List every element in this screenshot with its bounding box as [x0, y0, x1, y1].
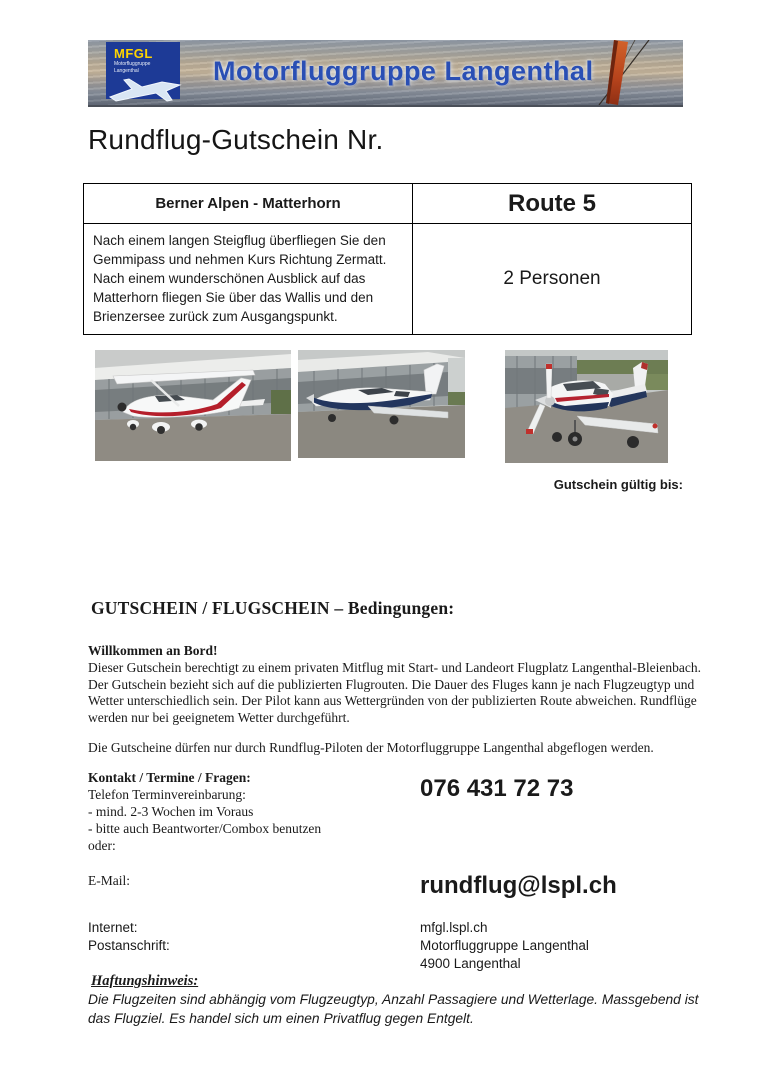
valid-until-label: Gutschein gültig bis: — [553, 477, 683, 492]
route-table — [83, 183, 692, 335]
postal-address-line2: 4900 Langenthal — [420, 956, 521, 971]
postal-address-line1: Motorfluggruppe Langenthal — [420, 938, 589, 953]
route-name-cell: Berner Alpen - Matterhorn — [84, 184, 413, 224]
conditions-paragraph-1: Dieser Gutschein berechtigt zu einem privaten Mitflug mit Start- und Landeort Flugplatz Langenthal-Bleienbach. Der Gutschein bezieht sich auf die publizierten Flugrouten. Die Dauer des Fluges kann je nach Flugzeugtyp und Wetter unterschiedlich sein. Der Pilot kann aus Wettergründen von der publizierten Route abweichen. Rundflüge werden nur bei geeignetem Wetter durchgeführt. — [88, 660, 701, 725]
conditions-paragraph-2: Die Gutscheine dürfen nur durch Rundflug-Piloten der Motorfluggruppe Langenthal abgeflogen werden. — [88, 740, 654, 755]
or-label: oder: — [88, 838, 116, 853]
conditions-heading: GUTSCHEIN / FLUGSCHEIN – Bedingungen: — [91, 598, 455, 618]
logo-subtext-line1: Motorfluggruppe — [114, 61, 151, 67]
header-banner — [88, 40, 683, 107]
phone-bullet-1: - mind. 2-3 Wochen im Voraus — [88, 804, 254, 819]
email-label: E-Mail: — [88, 873, 130, 888]
website-address: mfgl.lspl.ch — [420, 920, 488, 935]
phone-number: 076 431 72 73 — [420, 775, 574, 802]
route-persons-cell: 2 Personen — [503, 268, 601, 289]
disclaimer-text: Die Flugzeiten sind abhängig vom Flugzeugtyp, Anzahl Passagiere und Wetterlage. Massgebend ist das Flugziel. Es handel sich um einen Privatflug gegen Entgelt. — [88, 992, 699, 1026]
page-title: Rundflug-Gutschein Nr. — [88, 124, 384, 155]
postal-label: Postanschrift: — [88, 938, 170, 953]
aircraft-photo-2 — [298, 350, 465, 458]
banner-org-title: Motorfluggruppe Langenthal — [213, 56, 594, 86]
phone-bullet-2: - bitte auch Beantworter/Combox benutzen — [88, 821, 322, 836]
aircraft-photo-1 — [95, 350, 291, 461]
welcome-line: Willkommen an Bord! — [88, 643, 218, 658]
email-address: rundflug@lspl.ch — [420, 872, 617, 899]
disclaimer-heading: Haftungshinweis: — [91, 973, 199, 989]
airplane-silhouette-icon — [106, 75, 184, 105]
mfgl-logo — [106, 42, 180, 99]
contact-heading: Kontakt / Termine / Fragen: — [88, 770, 251, 785]
internet-label: Internet: — [88, 920, 138, 935]
glider-wing-icon — [583, 40, 655, 105]
logo-subtext-line2: Langenthal — [114, 68, 139, 74]
logo-acronym: MFGL — [114, 46, 153, 61]
aircraft-photo-3 — [505, 350, 668, 463]
route-number-cell: Route 5 — [413, 184, 691, 224]
phone-appointment-label: Telefon Terminvereinbarung: — [88, 787, 246, 802]
route-description-cell: Nach einem langen Steigflug überfliegen Sie den Gemmipass und nehmen Kurs Richtung Zermatt. Nach einem wunderschönen Ausblick auf das Matterhorn fliegen Sie über das Wallis und den Brienzersee zurück zum Ausgangspunkt. — [84, 224, 413, 334]
